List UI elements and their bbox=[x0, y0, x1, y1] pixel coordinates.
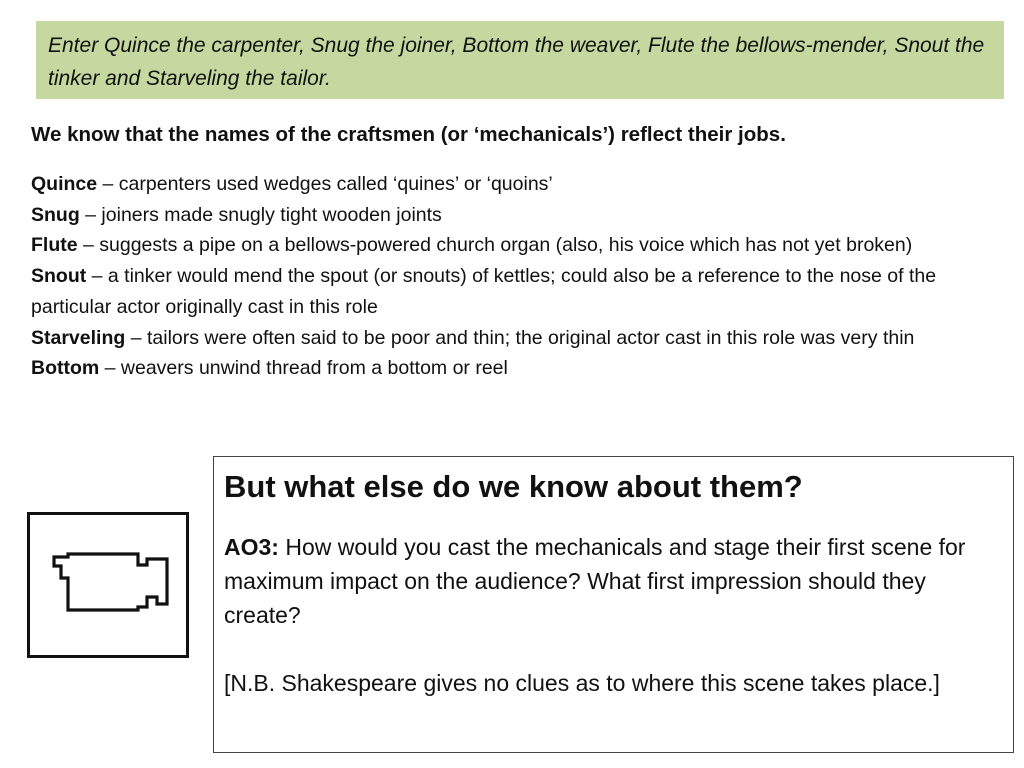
ao3-question bbox=[224, 530, 1003, 632]
craftsman-description: – joiners made snugly tight wooden joints bbox=[79, 203, 442, 226]
list-item bbox=[31, 200, 1006, 231]
list-item bbox=[31, 169, 1006, 200]
question-heading: But what else do we know about them? bbox=[224, 469, 803, 504]
list-item bbox=[31, 230, 1006, 261]
craftsman-name: Starveling bbox=[31, 326, 126, 349]
list-item bbox=[31, 323, 1006, 354]
ao3-question-text: How would you cast the mechanicals and stage their first scene for maximum impact on the audience? What first impression should they create? bbox=[224, 534, 966, 628]
craftsman-description: – carpenters used wedges called ‘quines’ or ‘quoins’ bbox=[97, 173, 553, 195]
ao3-label: AO3: bbox=[224, 534, 279, 560]
intro-statement: We know that the names of the craftsmen (or ‘mechanicals’) reflect their jobs. bbox=[31, 123, 786, 146]
discussion-question-box bbox=[213, 456, 1014, 753]
craftsmen-list bbox=[31, 169, 1006, 384]
craftsman-description: – tailors were often said to be poor and thin; the original actor cast in this role was very thin bbox=[125, 326, 915, 349]
craftsman-name: Bottom bbox=[31, 357, 100, 380]
list-item bbox=[31, 353, 1006, 384]
craftsman-name: Snout bbox=[31, 265, 87, 288]
craftsman-name: Quince bbox=[31, 173, 98, 195]
video-camera-icon bbox=[30, 515, 186, 655]
stage-direction-banner bbox=[36, 21, 1004, 99]
craftsman-name: Flute bbox=[31, 234, 78, 257]
craftsman-description: – a tinker would mend the spout (or snouts) of kettles; could also be a reference to the nose of the particular actor originally cast in this role bbox=[31, 265, 937, 318]
stage-direction-text: Enter Quince the carpenter, Snug the joiner, Bottom the weaver, Flute the bellows-mender, Snout the tinker and Starveling the tailor. bbox=[48, 34, 985, 90]
craftsman-description: – suggests a pipe on a bellows-powered church organ (also, his voice which has not yet broken) bbox=[77, 234, 913, 257]
craftsman-description: – weavers unwind thread from a bottom or reel bbox=[99, 357, 508, 380]
nb-note: [N.B. Shakespeare gives no clues as to where this scene takes place.] bbox=[224, 670, 940, 696]
list-item bbox=[31, 261, 1006, 322]
craftsman-name: Snug bbox=[31, 203, 80, 226]
video-camera-icon-frame bbox=[27, 512, 189, 658]
